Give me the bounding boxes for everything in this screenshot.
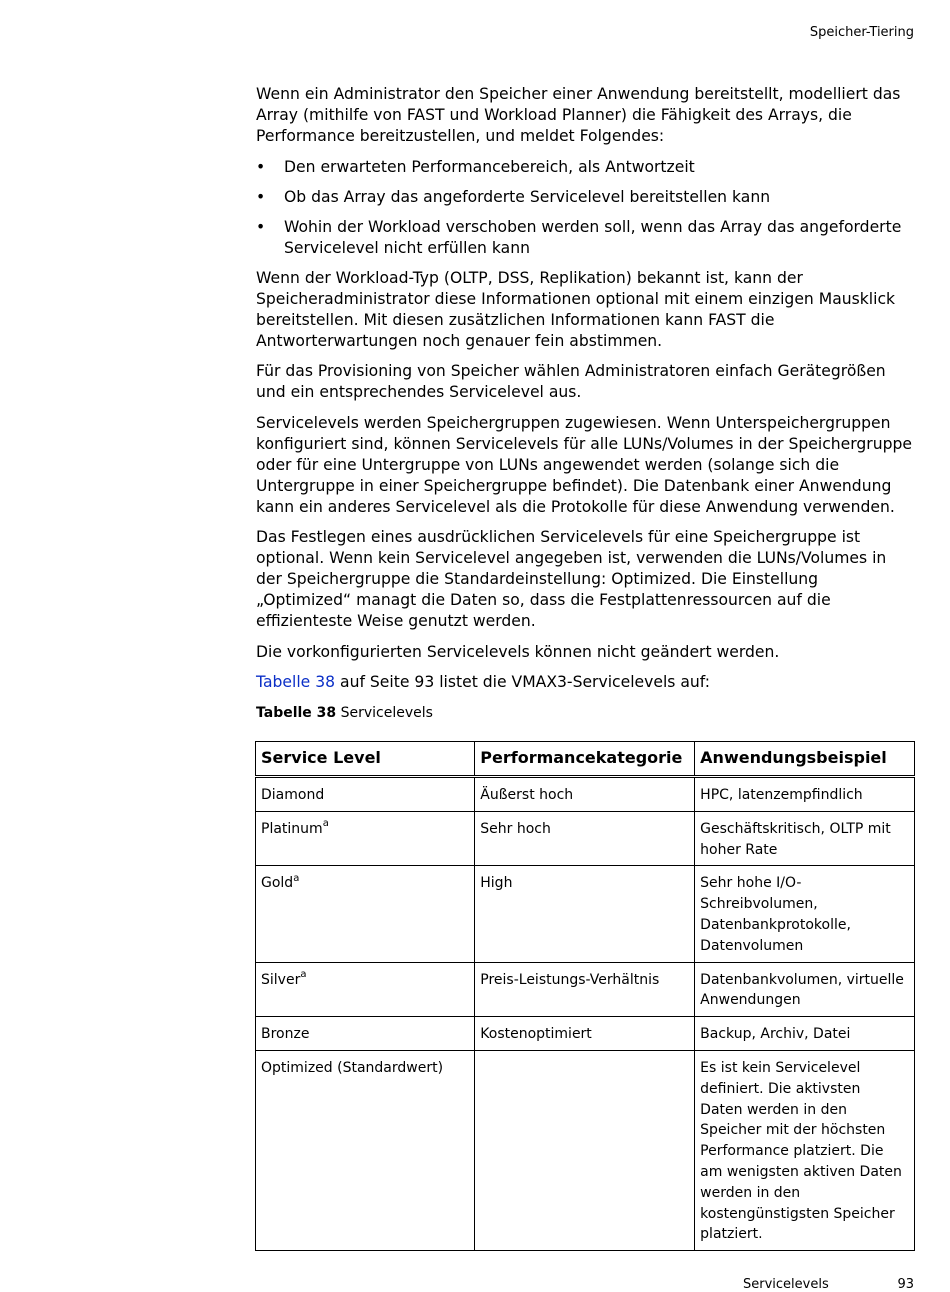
- table-header-row: [256, 742, 915, 777]
- column-header: Performancekategorie: [475, 742, 695, 777]
- table-row: [256, 811, 915, 866]
- performance-category-cell: Äußerst hoch: [475, 777, 695, 812]
- service-level-table: [255, 741, 915, 1251]
- footnote-marker: a: [322, 818, 329, 830]
- paragraph: Servicelevels werden Speichergruppen zugewiesen. Wenn Unterspeichergruppen konfiguriert sind, können Servicelevels für alle LUNs/Volumes in der Speichergruppe oder für eine Untergruppe von LUNs angewendet werden (solange sich die Untergruppe in einer Speichergruppe befindet). Die Datenbank einer Anwendung kann ein anderes Servicelevel als die Protokolle für diese Anwendung verwenden.: [256, 413, 912, 516]
- service-level-name: Optimized (Standardwert): [261, 1059, 444, 1076]
- column-header: Service Level: [256, 742, 475, 777]
- table-row: [256, 777, 915, 812]
- footnote-marker: a: [300, 968, 307, 980]
- table-reference: [256, 672, 916, 693]
- example-cell: Datenbankvolumen, virtuelle Anwendungen: [695, 962, 915, 1017]
- bullet-list: [256, 157, 916, 259]
- service-level-cell: [256, 811, 475, 866]
- bullet-item: • Ob das Array das angeforderte Servicelevel bereitstellen kann: [256, 187, 916, 208]
- table-link[interactable]: Tabelle 38: [256, 673, 336, 691]
- bullet-item: • Den erwarteten Performancebereich, als Antwortzeit: [256, 157, 916, 178]
- example-cell: Backup, Archiv, Datei: [695, 1017, 915, 1051]
- paragraph: Das Festlegen eines ausdrücklichen Servicelevels für eine Speichergruppe ist optional. Wenn kein Servicelevel angegeben ist, verwenden die LUNs/Volumes in der Speichergruppe die Standardeinstellung: Optimized. Die Einstellung „Optimized“ managt die Daten so, dass die Festplattenressourcen auf die effizienteste Weise genutzt werden.: [256, 528, 887, 630]
- service-level-cell: [256, 866, 475, 962]
- table-caption: [256, 705, 433, 721]
- table-row: [256, 1017, 915, 1051]
- table-row: [256, 866, 915, 962]
- performance-category-cell: Sehr hoch: [475, 811, 695, 866]
- performance-category-cell: Kostenoptimiert: [475, 1017, 695, 1051]
- caption-label: Tabelle 38: [256, 705, 337, 721]
- paragraph: Wenn der Workload-Typ (OLTP, DSS, Replikation) bekannt ist, kann der Speicheradministrator diese Informationen optional mit einem einzigen Mausklick bereitstellen. Mit diesen zusätzlichen Informationen kann FAST die Antworterwartungen noch genauer fein abstimmen.: [256, 268, 896, 350]
- example-cell: HPC, latenzempfindlich: [695, 777, 915, 812]
- performance-category-cell: High: [475, 866, 695, 962]
- bullet-item: • Wohin der Workload verschoben werden soll, wenn das Array das angeforderte Servicelevel nicht erfüllen kann: [256, 217, 916, 259]
- example-cell: Geschäftskritisch, OLTP mit hoher Rate: [695, 811, 915, 866]
- service-level-name: Platinum: [261, 820, 323, 837]
- page-number: 93: [897, 1277, 914, 1292]
- service-level-cell: [256, 777, 475, 812]
- performance-category-cell: Preis-Leistungs-Verhältnis: [475, 962, 695, 1017]
- service-level-name: Diamond: [261, 787, 325, 803]
- service-level-cell: [256, 1017, 475, 1051]
- caption-title: Servicelevels: [336, 705, 433, 721]
- service-level-cell: [256, 962, 475, 1017]
- intro-paragraph: Wenn ein Administrator den Speicher einer Anwendung bereitstellt, modelliert das Array (mithilfe von FAST und Workload Planner) die Fähigkeit des Arrays, die Performance bereitzustellen, und meldet Folgendes:: [256, 85, 901, 145]
- service-level-name: Bronze: [261, 1026, 310, 1043]
- footnote-marker: a: [293, 872, 300, 884]
- service-level-name: Gold: [261, 875, 294, 892]
- column-header: Anwendungsbeispiel: [695, 742, 915, 777]
- footer-section-label: Servicelevels: [743, 1277, 829, 1292]
- service-level-name: Silver: [261, 971, 301, 988]
- table-row: [256, 1050, 915, 1250]
- table-row: [256, 962, 915, 1017]
- running-header: Speicher-Tiering: [809, 25, 914, 40]
- paragraph: Für das Provisioning von Speicher wählen Administratoren einfach Gerätegrößen und ein entsprechendes Servicelevel aus.: [256, 362, 886, 401]
- paragraph: Die vorkonfigurierten Servicelevels können nicht geändert werden.: [256, 642, 780, 661]
- body-text: [256, 84, 916, 703]
- example-cell: Es ist kein Servicelevel definiert. Die aktivsten Daten werden in den Speicher mit der höchsten Performance platziert. Die am wenigsten aktiven Daten werden in den kostengünstigsten Speicher platziert.: [695, 1050, 915, 1250]
- performance-category-cell: [475, 1050, 695, 1250]
- reference-text: auf Seite 93 listet die VMAX3-Servicelevels auf:: [335, 673, 710, 691]
- service-level-cell: [256, 1050, 475, 1250]
- example-cell: Sehr hohe I/O-Schreibvolumen, Datenbankprotokolle, Datenvolumen: [695, 866, 915, 962]
